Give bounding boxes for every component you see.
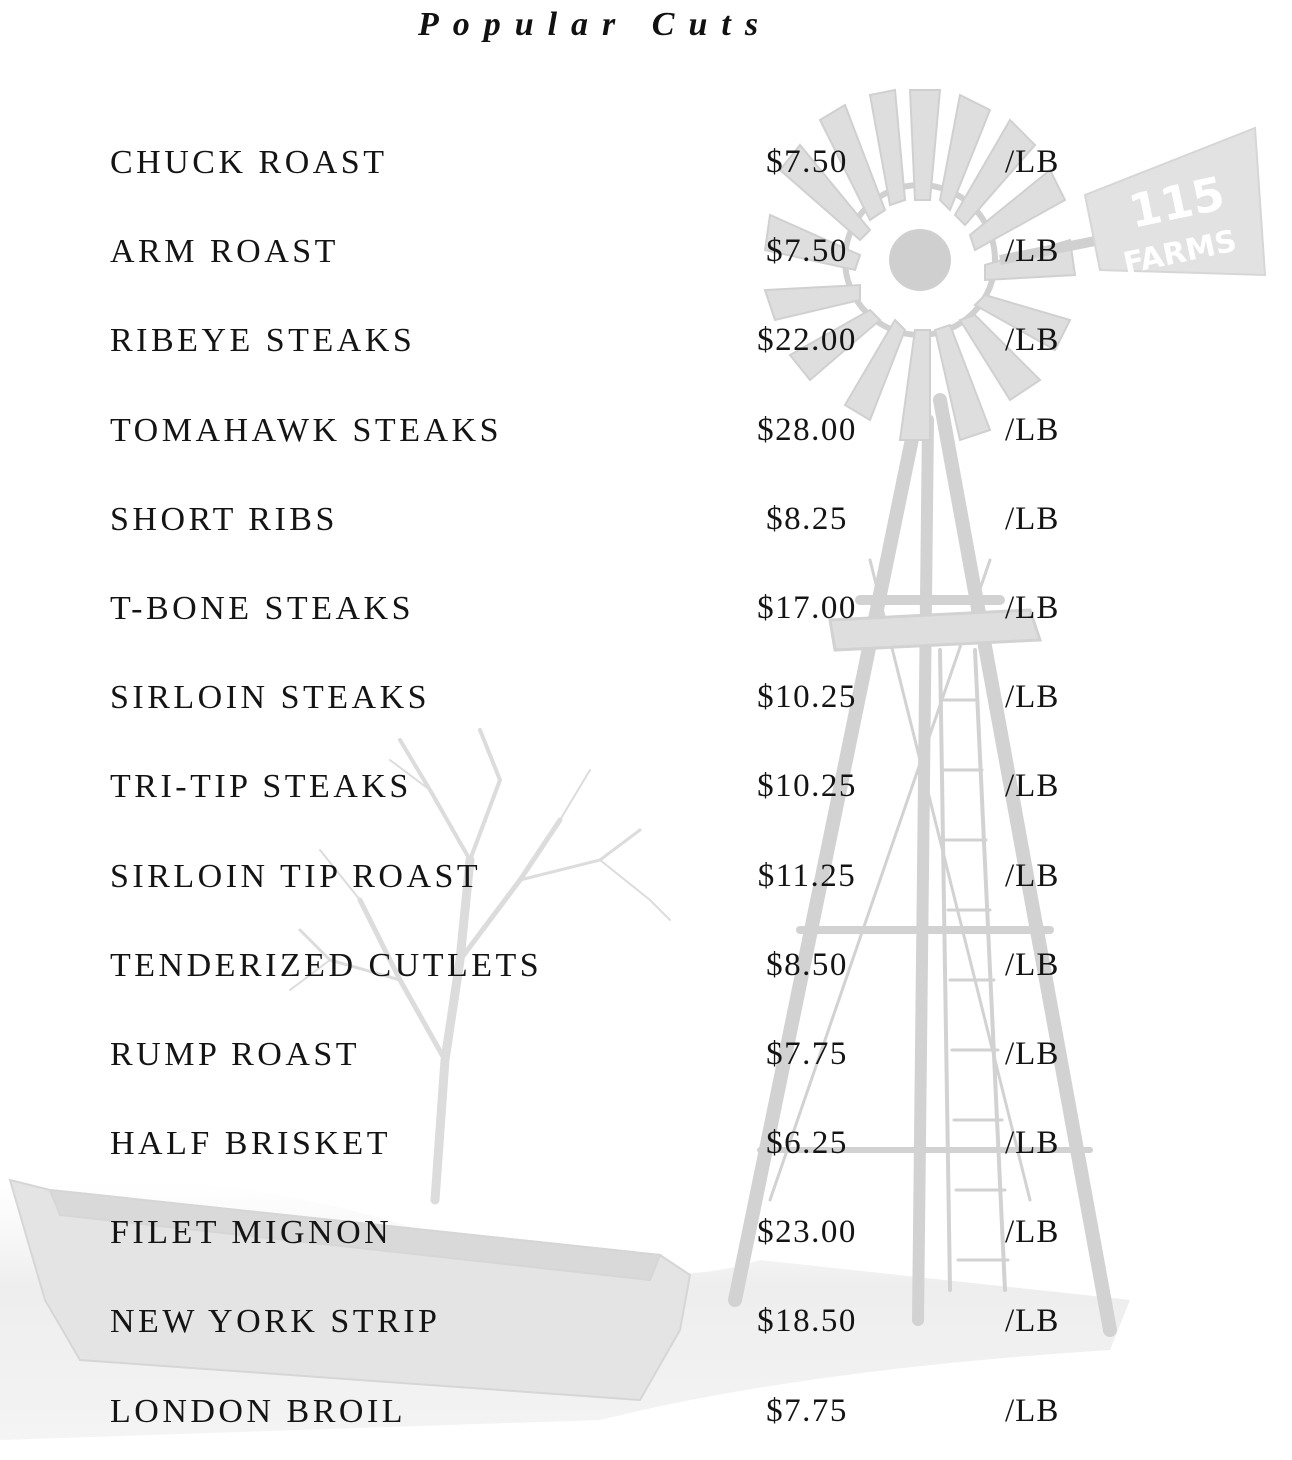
cut-name: T-BONE STEAKS: [110, 589, 414, 627]
cut-name: TRI-TIP STEAKS: [110, 768, 412, 806]
cut-price: $28.00: [757, 411, 857, 448]
cut-price: $8.25: [766, 500, 848, 537]
cut-name: SIRLOIN TIP ROAST: [110, 857, 482, 895]
cut-name: TOMAHAWK STEAKS: [110, 411, 502, 449]
cut-unit: /LB: [1005, 1214, 1060, 1251]
cut-name: SIRLOIN STEAKS: [110, 679, 431, 717]
cut-price: $10.25: [757, 768, 857, 805]
price-row: [0, 1103, 1292, 1192]
price-list: [0, 122, 1292, 1460]
cut-unit: /LB: [1005, 1392, 1060, 1429]
cut-unit: /LB: [1005, 589, 1060, 626]
price-row: [0, 925, 1292, 1014]
price-row: [0, 211, 1292, 300]
cut-price: $18.50: [757, 1303, 857, 1340]
cut-price: $7.50: [766, 233, 848, 270]
cut-price: $6.25: [766, 1125, 848, 1162]
price-row: [0, 1281, 1292, 1370]
cut-unit: /LB: [1005, 500, 1060, 537]
cut-unit: /LB: [1005, 144, 1060, 180]
windmill-sign-number: 115: [1124, 165, 1230, 239]
cut-price: $23.00: [757, 1214, 857, 1251]
price-row: [0, 836, 1292, 925]
price-row: [0, 1192, 1292, 1281]
cut-unit: /LB: [1005, 233, 1060, 270]
cut-price: $11.25: [757, 857, 857, 894]
cut-unit: /LB: [1005, 1303, 1060, 1340]
page-title: Popular Cuts: [417, 6, 773, 43]
price-row: [0, 479, 1292, 568]
windmill-sign-label: FARMS: [1120, 223, 1240, 282]
price-row: [0, 657, 1292, 746]
cut-name: RIBEYE STEAKS: [110, 322, 416, 360]
price-row: [0, 746, 1292, 835]
cut-price: $7.50: [766, 144, 848, 180]
cut-unit: /LB: [1005, 411, 1060, 448]
cut-name: SHORT RIBS: [110, 500, 338, 538]
cut-name: ARM ROAST: [110, 233, 339, 271]
price-row: [0, 390, 1292, 479]
cut-unit: /LB: [1005, 768, 1060, 805]
price-row: [0, 300, 1292, 389]
cut-unit: /LB: [1005, 946, 1060, 983]
cut-price: $10.25: [757, 679, 857, 716]
cut-price: $22.00: [757, 322, 857, 359]
price-row: [0, 1371, 1292, 1460]
price-row: [0, 568, 1292, 657]
cut-price: $7.75: [766, 1392, 848, 1429]
cut-name: CHUCK ROAST: [110, 144, 388, 181]
cut-name: RUMP ROAST: [110, 1035, 361, 1073]
cut-price: $7.75: [766, 1035, 848, 1072]
cut-price: $17.00: [757, 589, 857, 626]
cut-unit: /LB: [1005, 322, 1060, 359]
cut-unit: /LB: [1005, 1125, 1060, 1162]
cut-price: $8.50: [766, 946, 848, 983]
cut-name: HALF BRISKET: [110, 1125, 391, 1163]
cut-unit: /LB: [1005, 857, 1060, 894]
cut-name: TENDERIZED CUTLETS: [110, 946, 543, 984]
cut-unit: /LB: [1005, 679, 1060, 716]
cut-name: FILET MIGNON: [110, 1214, 393, 1252]
price-row: [0, 122, 1292, 211]
cut-unit: /LB: [1005, 1035, 1060, 1072]
cut-name: NEW YORK STRIP: [110, 1303, 441, 1341]
price-row: [0, 1014, 1292, 1103]
cut-name: LONDON BROIL: [110, 1392, 407, 1430]
